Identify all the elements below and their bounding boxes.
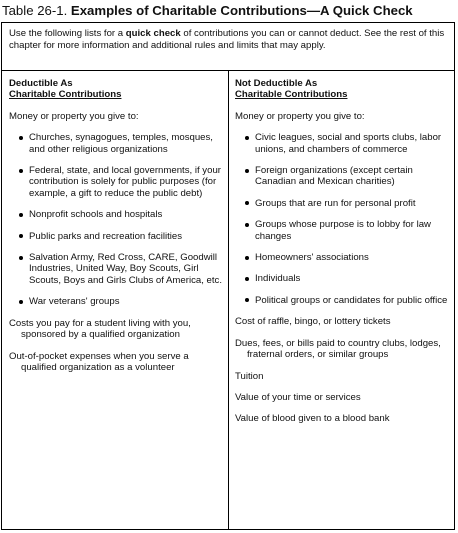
bullet-dot bbox=[245, 298, 249, 302]
deductible-heading-line2: Charitable Contributions bbox=[9, 89, 122, 101]
bullet-dot bbox=[245, 256, 249, 260]
bullet-dot bbox=[245, 136, 249, 140]
bullet-text: Salvation Army, Red Cross, CARE, Goodwill Industries, United Way, Boy Scouts, Girl Scouts, Boys and Girls Clubs of America, etc. bbox=[29, 252, 223, 286]
deductible-lead: Money or property you give to: bbox=[9, 110, 139, 122]
deductible-heading bbox=[9, 78, 223, 101]
not-deductible-bullet bbox=[235, 198, 450, 209]
deductible-bullet bbox=[9, 132, 223, 155]
bullet-text: Nonprofit schools and hospitals bbox=[29, 209, 163, 221]
deductible-bullet bbox=[9, 165, 223, 199]
not-deductible-column bbox=[235, 78, 450, 425]
intro-before: Use the following lists for a bbox=[9, 28, 126, 39]
bullet-dot bbox=[245, 169, 249, 173]
not-deductible-lead: Money or property you give to: bbox=[235, 110, 365, 122]
table-box bbox=[1, 22, 455, 530]
deductible-bullet bbox=[9, 296, 223, 307]
bullet-text: War veterans' groups bbox=[29, 296, 120, 308]
deductible-bullet bbox=[9, 209, 223, 220]
column-divider bbox=[228, 70, 229, 529]
not-deductible-extra: Value of blood given to a blood bank bbox=[235, 413, 390, 425]
deductible-heading-line1: Deductible As bbox=[9, 78, 73, 89]
bullet-text: Homeowners' associations bbox=[255, 252, 369, 264]
bullet-dot bbox=[245, 223, 249, 227]
not-deductible-bullet bbox=[235, 295, 450, 306]
deductible-bullet bbox=[9, 231, 223, 242]
bullet-dot bbox=[19, 234, 23, 238]
bullet-text: Federal, state, and local governments, if your contribution is solely for public purposes (for example, a gift to reduce the public debt) bbox=[29, 165, 221, 199]
bullet-text: Civic leagues, social and sports clubs, labor unions, and chambers of commerce bbox=[255, 132, 442, 155]
bullet-dot bbox=[245, 277, 249, 281]
not-deductible-extra: Tuition bbox=[235, 370, 264, 382]
not-deductible-extra: Dues, fees, or bills paid to country clubs, lodges, fraternal orders, or similar groups bbox=[235, 337, 441, 361]
bullet-text: Churches, synagogues, temples, mosques, and other religious organizations bbox=[29, 132, 213, 155]
deductible-column bbox=[9, 78, 223, 373]
bullet-dot bbox=[19, 136, 23, 140]
intro-text bbox=[9, 28, 449, 51]
table-title bbox=[2, 3, 456, 19]
deductible-bullet bbox=[9, 252, 223, 286]
bullet-dot bbox=[245, 201, 249, 205]
not-deductible-bullet bbox=[235, 252, 450, 263]
bullet-dot bbox=[19, 300, 23, 304]
bullet-text: Political groups or candidates for public office bbox=[255, 294, 448, 306]
not-deductible-heading-line2: Charitable Contributions bbox=[235, 89, 348, 101]
table-title-prefix: Table 26-1. bbox=[2, 3, 71, 18]
not-deductible-bullet bbox=[235, 219, 450, 242]
not-deductible-heading-line1: Not Deductible As bbox=[235, 78, 318, 89]
bullet-dot bbox=[19, 213, 23, 217]
bullet-text: Individuals bbox=[255, 273, 301, 285]
not-deductible-extra: Cost of raffle, bingo, or lottery tickets bbox=[235, 316, 391, 328]
bullet-text: Foreign organizations (except certain Canadian and Mexican charities) bbox=[255, 165, 413, 188]
table-title-bold: Examples of Charitable Contributions—A Quick Check bbox=[70, 3, 413, 18]
not-deductible-bullet bbox=[235, 273, 450, 284]
not-deductible-bullet bbox=[235, 132, 450, 155]
bullet-text: Public parks and recreation facilities bbox=[29, 230, 183, 242]
deductible-extra: Costs you pay for a student living with you, sponsored by a qualified organization bbox=[9, 317, 191, 341]
bullet-dot bbox=[19, 256, 23, 260]
not-deductible-heading bbox=[235, 78, 450, 101]
not-deductible-bullet bbox=[235, 165, 450, 188]
bullet-text: Groups whose purpose is to lobby for law changes bbox=[255, 219, 431, 242]
not-deductible-extra: Value of your time or services bbox=[235, 391, 361, 403]
intro-bold: quick check bbox=[125, 28, 181, 39]
bullet-text: Groups that are run for personal profit bbox=[255, 197, 416, 209]
intro-after: of contributions you can or cannot deduct. See the rest of this chapter for more information and additional rules and limits that may apply. bbox=[9, 28, 445, 51]
bullet-dot bbox=[19, 169, 23, 173]
deductible-extra: Out-of-pocket expenses when you serve a qualified organization as a volunteer bbox=[9, 350, 189, 373]
